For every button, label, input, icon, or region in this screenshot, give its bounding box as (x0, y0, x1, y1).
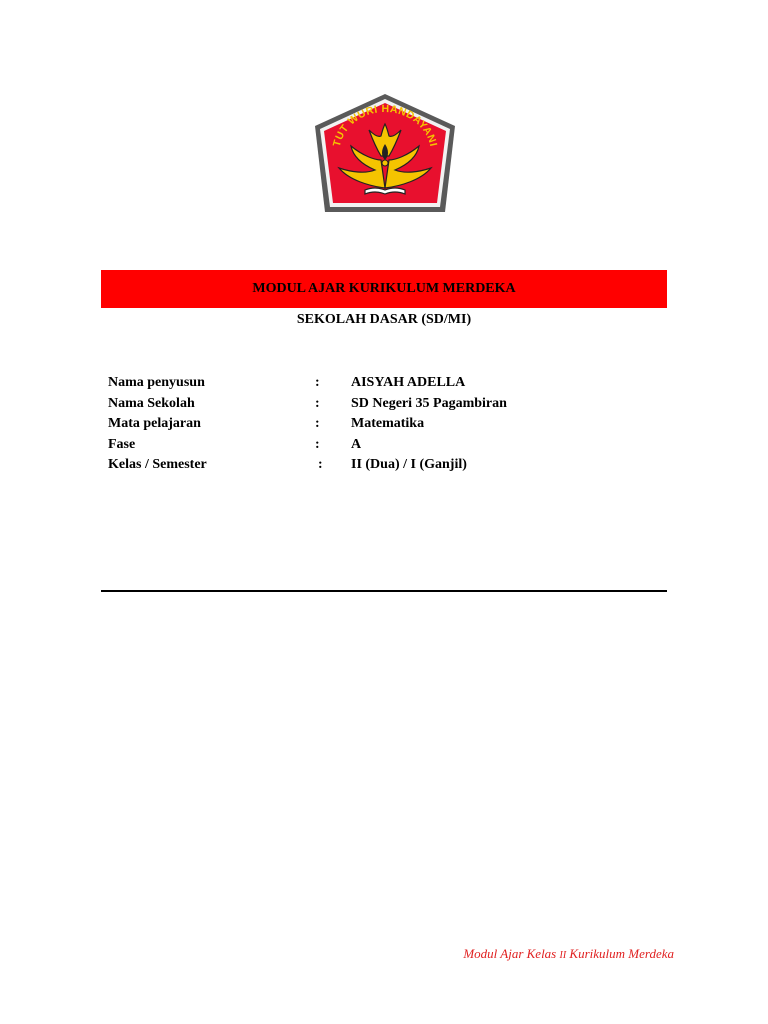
info-label: Mata pelajaran (108, 416, 201, 431)
info-value: A (351, 436, 362, 452)
footer-suffix: Kurikulum Merdeka (566, 946, 674, 961)
info-row-author (108, 373, 668, 394)
info-separator: : (315, 436, 320, 452)
info-separator: : (315, 416, 320, 431)
info-separator: : (315, 395, 320, 411)
identity-info (108, 373, 668, 476)
footer-class-number: II (559, 950, 567, 961)
info-value: Matematika (351, 416, 425, 431)
page-footer (463, 946, 674, 962)
info-value: SD Negeri 35 Pagambiran (351, 395, 507, 411)
info-label: Nama penyusun (108, 375, 205, 390)
info-label: Kelas / Semester (108, 457, 207, 472)
info-separator: : (318, 457, 323, 472)
info-row-class-semester (108, 455, 668, 476)
info-label: Fase (108, 436, 136, 452)
divider-line (101, 590, 667, 592)
logo-motto: TUT WURI HANDAYANI (330, 102, 440, 149)
tut-wuri-handayani-logo (309, 90, 461, 226)
info-separator: : (315, 375, 320, 390)
info-row-school (108, 394, 668, 415)
info-value: AISYAH ADELLA (351, 375, 466, 390)
footer-prefix: Modul Ajar Kelas (463, 946, 560, 961)
document-title: MODUL AJAR KURIKULUM MERDEKA (252, 281, 516, 296)
info-row-subject (108, 414, 668, 435)
info-value: II (Dua) / I (Ganjil) (351, 457, 467, 472)
info-label: Nama Sekolah (108, 395, 195, 411)
title-banner (101, 270, 667, 308)
info-row-phase (108, 435, 668, 456)
document-subtitle: SEKOLAH DASAR (SD/MI) (296, 312, 472, 327)
